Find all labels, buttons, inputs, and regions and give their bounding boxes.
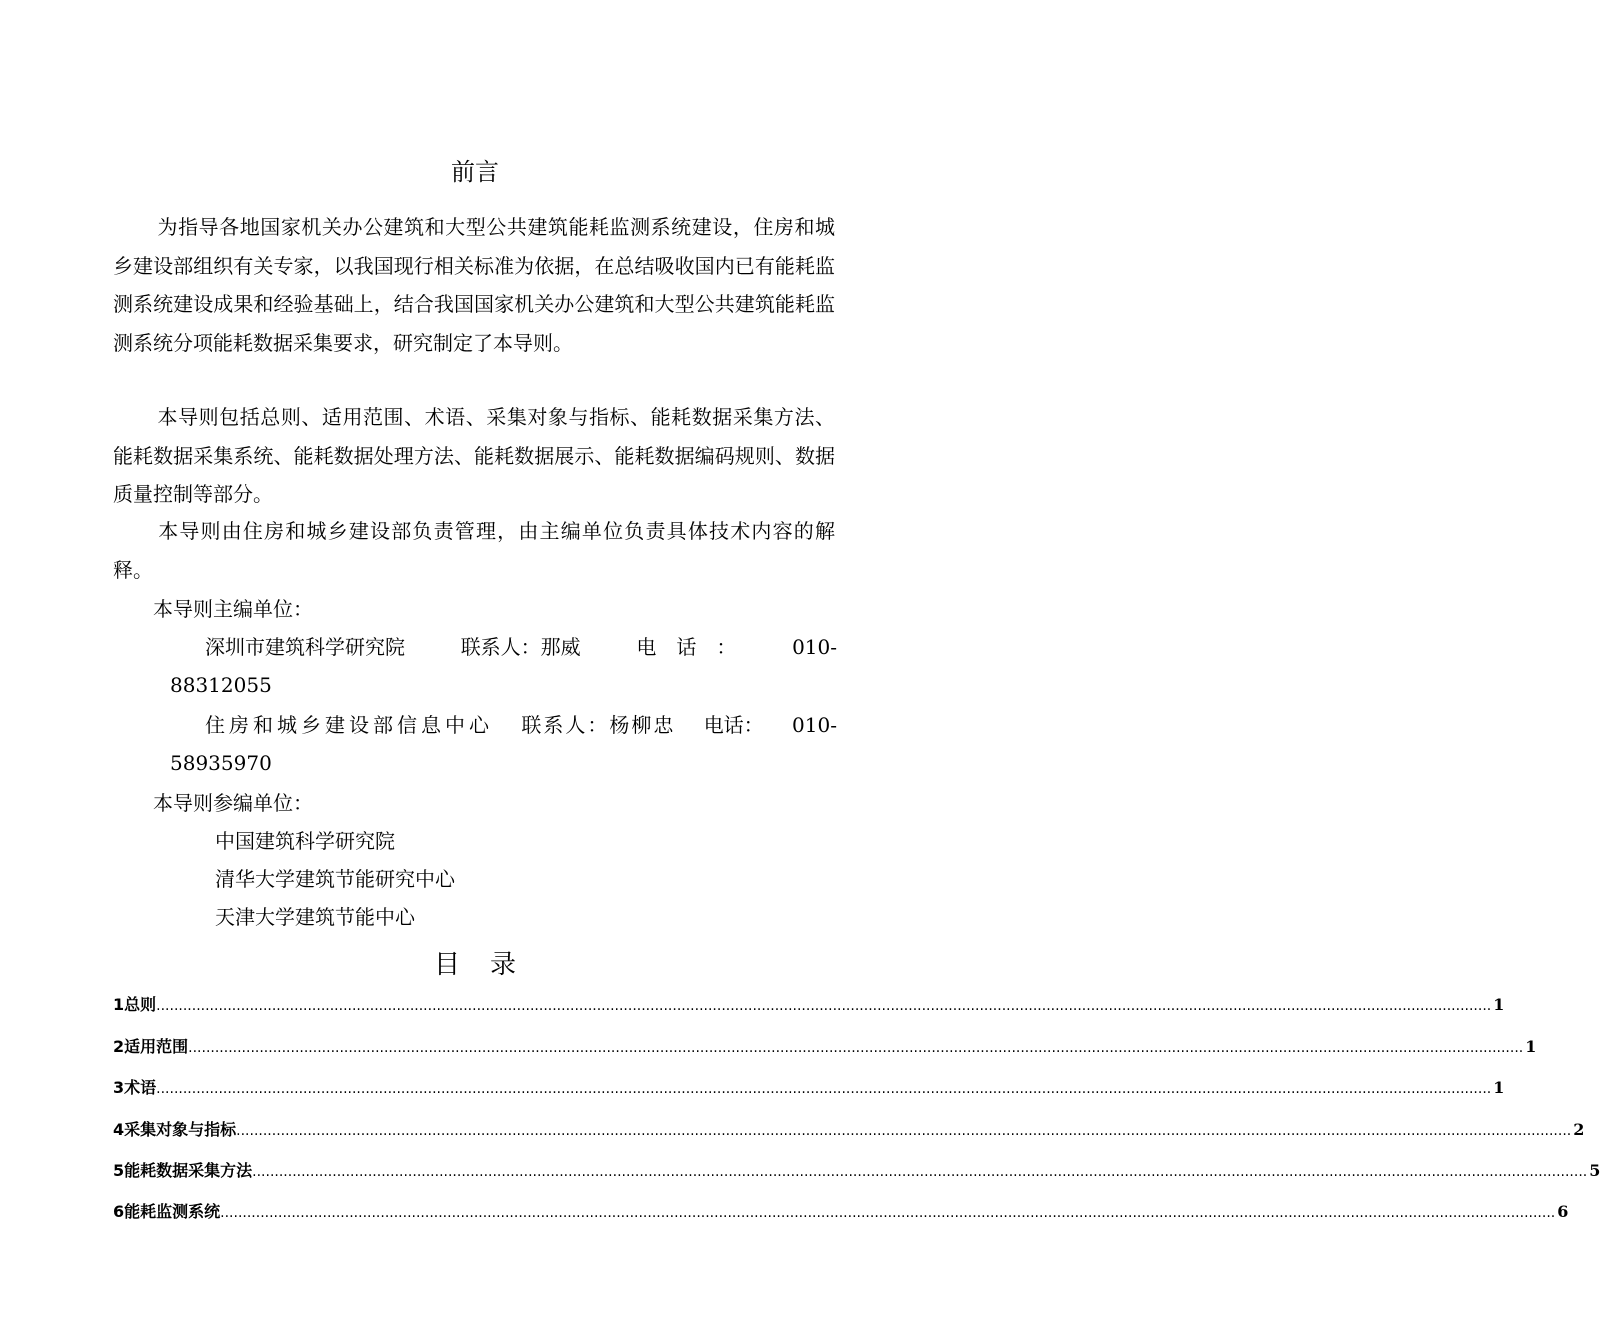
- toc-entry-title: 总则: [124, 995, 157, 1014]
- chief-unit-2-phone-a: 010-: [792, 713, 837, 737]
- toc-entry-number: 4: [113, 1120, 125, 1139]
- toc-entry-title: 能耗监测系统: [124, 1202, 221, 1221]
- toc-leader-dots: ............................................................................................................................................................................................................................................................................................................: [156, 1081, 1492, 1097]
- toc-entry-title: 术语: [124, 1078, 157, 1097]
- toc-entry-page: 6: [1557, 1202, 1569, 1221]
- chief-unit-2-phone-b: 58935970: [170, 751, 272, 775]
- chief-unit-1-phone-label: 电 话 ：: [636, 635, 737, 659]
- toc-entry-number: 5: [113, 1161, 125, 1180]
- toc-entry[interactable]: [113, 1158, 1600, 1182]
- toc-entry-number: 1: [113, 995, 125, 1014]
- preface-paragraph-3: [113, 512, 835, 589]
- preface-title: 前言: [451, 158, 499, 186]
- preface-paragraph-1: [113, 208, 835, 362]
- chief-unit-1-phone-a: 010-: [792, 635, 837, 659]
- participating-unit-1: 中国建筑科学研究院: [215, 829, 395, 853]
- chief-unit-1: [205, 632, 837, 662]
- toc-entry-title: 适用范围: [124, 1037, 189, 1056]
- chief-unit-1-contact: 联系人：那威: [460, 635, 581, 659]
- chief-unit-2-org: 住房和城乡建设部信息中心: [205, 713, 493, 737]
- preface-paragraph-1-text: 为指导各地国家机关办公建筑和大型公共建筑能耗监测系统建设，住房和城乡建设部组织有关专家，以我国现行相关标准为依据，在总结吸收国内已有能耗监测系统建设成果和经验基础上，结合我国国家机关办公建筑和大型公共建筑能耗监测系统分项能耗数据采集要求，研究制定了本导则。: [113, 215, 835, 355]
- chief-unit-2: [205, 710, 837, 740]
- preface-paragraph-2-text: 本导则包括总则、适用范围、术语、采集对象与指标、能耗数据采集方法、能耗数据采集系统、能耗数据处理方法、能耗数据展示、能耗数据编码规则、数据质量控制等部分。: [113, 405, 835, 506]
- toc-entry-number: 2: [113, 1037, 125, 1056]
- toc-entry[interactable]: [113, 1034, 1537, 1058]
- toc-entry-page: 5: [1589, 1161, 1600, 1180]
- chief-units-label: 本导则主编单位：: [153, 597, 313, 621]
- participating-units-label: 本导则参编单位：: [153, 791, 313, 815]
- toc-entry-number: 3: [113, 1078, 125, 1097]
- toc-leader-dots: ............................................................................................................................................................................................................................................................................................................: [236, 1123, 1572, 1139]
- toc-entry[interactable]: [113, 1117, 1585, 1141]
- toc-entry-page: 2: [1573, 1120, 1585, 1139]
- toc-entry[interactable]: [113, 1199, 1569, 1223]
- chief-unit-2-phone-label: 电话：: [703, 713, 764, 737]
- toc-entry-page: 1: [1493, 1078, 1505, 1097]
- chief-unit-2-contact: 联系人：杨柳忠: [521, 713, 676, 737]
- preface-paragraph-2: [113, 398, 835, 514]
- toc-leader-dots: ............................................................................................................................................................................................................................................................................................................: [252, 1164, 1588, 1180]
- toc-leader-dots: ............................................................................................................................................................................................................................................................................................................: [220, 1205, 1556, 1221]
- toc-entry[interactable]: [113, 1075, 1505, 1099]
- toc-leader-dots: ............................................................................................................................................................................................................................................................................................................: [156, 998, 1492, 1014]
- participating-unit-3: 天津大学建筑节能中心: [215, 905, 415, 929]
- toc-entry[interactable]: [113, 992, 1505, 1016]
- toc-entry-page: 1: [1525, 1037, 1537, 1056]
- toc-entry-number: 6: [113, 1202, 125, 1221]
- participating-unit-2: 清华大学建筑节能研究中心: [215, 867, 455, 891]
- chief-unit-1-org: 深圳市建筑科学研究院: [205, 635, 405, 659]
- toc-entry-page: 1: [1493, 995, 1505, 1014]
- toc-entry-title: 能耗数据采集方法: [124, 1161, 253, 1180]
- preface-paragraph-3-text: 本导则由住房和城乡建设部负责管理，由主编单位负责具体技术内容的解释。: [113, 519, 835, 582]
- toc-title: 目录: [433, 950, 546, 980]
- chief-unit-1-phone-b: 88312055: [170, 673, 272, 697]
- toc-leader-dots: ............................................................................................................................................................................................................................................................................................................: [188, 1040, 1524, 1056]
- toc-entry-title: 采集对象与指标: [124, 1120, 237, 1139]
